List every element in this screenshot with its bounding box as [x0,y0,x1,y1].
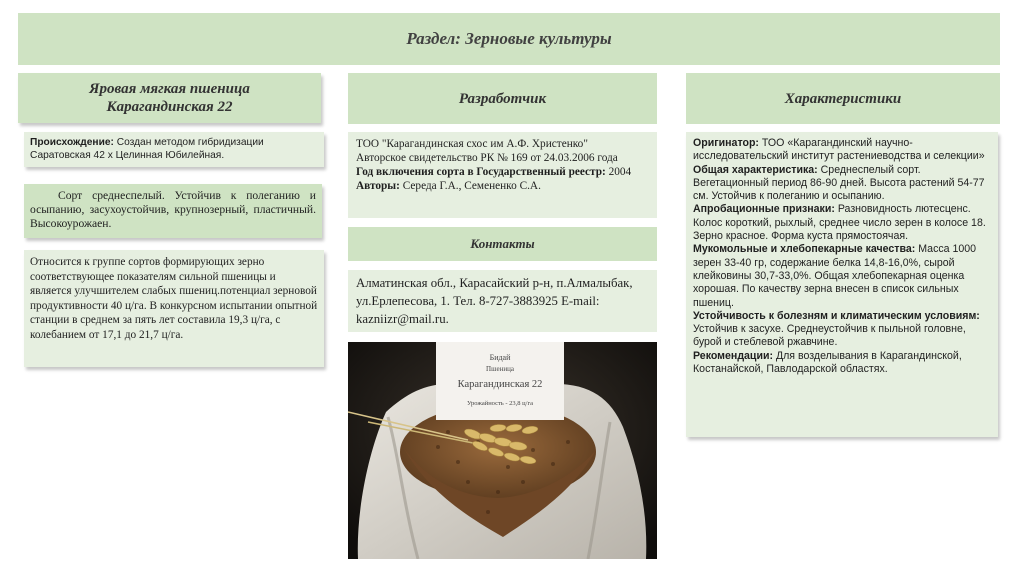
char-item-resistance [693,310,991,350]
char-item-originator [693,137,991,164]
characteristics-title: Характеристики [784,90,902,107]
char-label: Устойчивость к болезням и климатическим условиям: [693,309,980,322]
developer-box [348,132,657,218]
contacts-address: Алматинская обл., Карасайский р-н, п.Алмалыбак, ул.Ерлепесова, 1. Тел. 8-727-3883925 E-mail: kazniizr@mail.ru. [356,276,633,326]
developer-authors: Середа Г.А., Семененко С.А. [399,180,541,192]
developer-org: ТОО "Карагандинская схос им А.Ф. Христенко" [356,138,588,150]
char-text: Разновидность лютесценс. Колос короткий, рыхлый, среднее число зерен в колосе 18. Зерно красное. Форма куста прямостоячая. [693,203,986,243]
variety-header [18,73,321,123]
char-text: ТОО «Карагандинский научно-исследовательский институт растениеводства и селекции» [693,137,985,163]
char-label: Апробационные признаки: [693,203,835,216]
characteristics-header [686,73,1000,124]
contacts-header [348,227,657,261]
char-label: Оригинатор: [693,137,759,149]
variety-title-line2: Карагандинская 22 [106,99,233,115]
char-item-recommendations [693,350,991,377]
variety-description-text: Сорт среднеспелый. Устойчив к полеганию и осыпанию, засухоустойчив, крупнозерный, пластичный. Высокоурожаен. [30,189,316,230]
developer-header [348,73,657,124]
characteristics-box [686,132,998,437]
bag-label-line2: Пшеница [486,365,514,373]
section-banner [18,13,1000,65]
contacts-box [348,270,657,332]
group-description-text: Относится к группе сортов формирующих зерно соответствующее показателям сильной пшеницы и является улучшителем слабых пшениц.потенциал зерновой продуктивности 40 ц/га. В конкурсном испытании опытной станции в среднем за пять лет составила 19,3 ц/га, с колебанием от 17,1 до 21,7 ц/га. [30,256,318,341]
origin-box [24,132,324,167]
char-text: Среднеспелый сорт. Вегетационный период 86-90 дней. Высота растений 54-77 см. Устойчив к полеганию и осыпанию. [693,163,985,203]
wheat-bag-photo [348,342,657,559]
bag-label-line4: Урожайность - 23,8 ц/га [466,400,534,407]
bag-label-line1: Бидай [489,353,511,362]
developer-certificate: Авторское свидетельство РК № 169 от 24.03.2006 года [356,152,618,164]
char-item-approbation [693,203,991,243]
bag-label-line3: Карагандинская 22 [457,379,543,390]
variety-title-line1: Яровая мягкая пшеница [89,81,250,97]
char-label: Общая характеристика: [693,163,818,176]
developer-authors-label: Авторы: [356,180,400,192]
char-text: Устойчив к засухе. Среднеустойчив к пыльной головне, бурой и стеблевой ржавчине. [693,323,966,349]
char-label: Рекомендации: [693,349,773,362]
developer-reg-year: 2004 [605,166,632,178]
char-text: Масса 1000 зерен 33-40 гр, содержание белка 14,8-16,0%, сырой клейковины 30,7-33,0%. Общая хлебопекарная оценка хорошая. По качеству зерна внесен в список сильных пшениц. [693,243,977,309]
char-item-milling [693,243,991,309]
origin-text: Создан методом гибридизации Саратовская 42 х Целинная Юбилейная. [30,137,264,161]
origin-label: Происхождение: [30,137,114,148]
char-label: Мукомольные и хлебопекарные качества: [693,243,916,256]
group-description [24,250,324,367]
char-item-general [693,164,991,204]
char-text: Для возделывания в Карагандинской, Костанайской, Павлодарской областях. [693,349,962,376]
wheat-bag-illustration [348,342,657,559]
section-title: Раздел: Зерновые культуры [406,29,612,48]
developer-reg-label: Год включения сорта в Государственный реестр: [356,166,606,178]
contacts-title: Контакты [470,236,535,251]
developer-title: Разработчик [458,90,547,107]
variety-description [24,184,322,238]
